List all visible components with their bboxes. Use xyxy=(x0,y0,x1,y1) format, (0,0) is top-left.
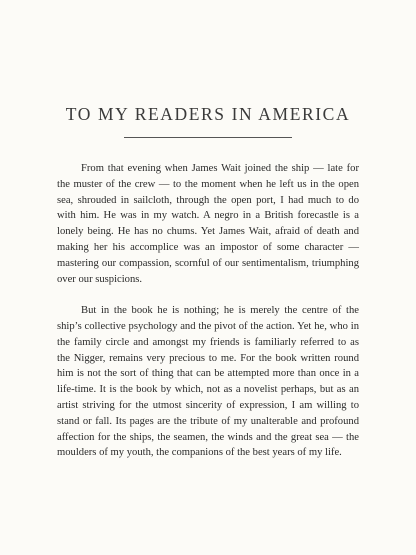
chapter-heading: TO MY READERS IN AMERICA xyxy=(65,104,351,124)
paragraph-2: But in the book he is nothing; he is merely the centre of the ship’s collective psychology and the pivot of the action. Yet he, who in the family circle and amongst my friends is familiarly referred to as the Nigger, remains very precious to me. For the book written round him is not the sort of thing that can be attempted more than once in a life-time. It is the book by which, not as a novelist perhaps, but as an artist striving for the utmost sincerity of expression, I am willing to stand or fall. Its pages are the tribute of my unalterable and profound affection for the ships, the seamen, the winds and the great sea — the moulders of my youth, the companions of the best years of my life. xyxy=(57,305,359,459)
body-text xyxy=(57,161,359,461)
heading-rule xyxy=(124,137,292,138)
paragraph-1: From that evening when James Wait joined the ship — late for the muster of the crew — to the moment when he left us in the open sea, shrouded in sailcloth, through the open port, I had much to do with him. He was in my watch. A negro in a British forecastle is a lonely being. He has no chums. Yet James Wait, afraid of death and making her his accomplice was an impostor of some character — mastering our compassion, scornful of our sentimentalism, triumphing over our suspicions. xyxy=(57,163,359,285)
